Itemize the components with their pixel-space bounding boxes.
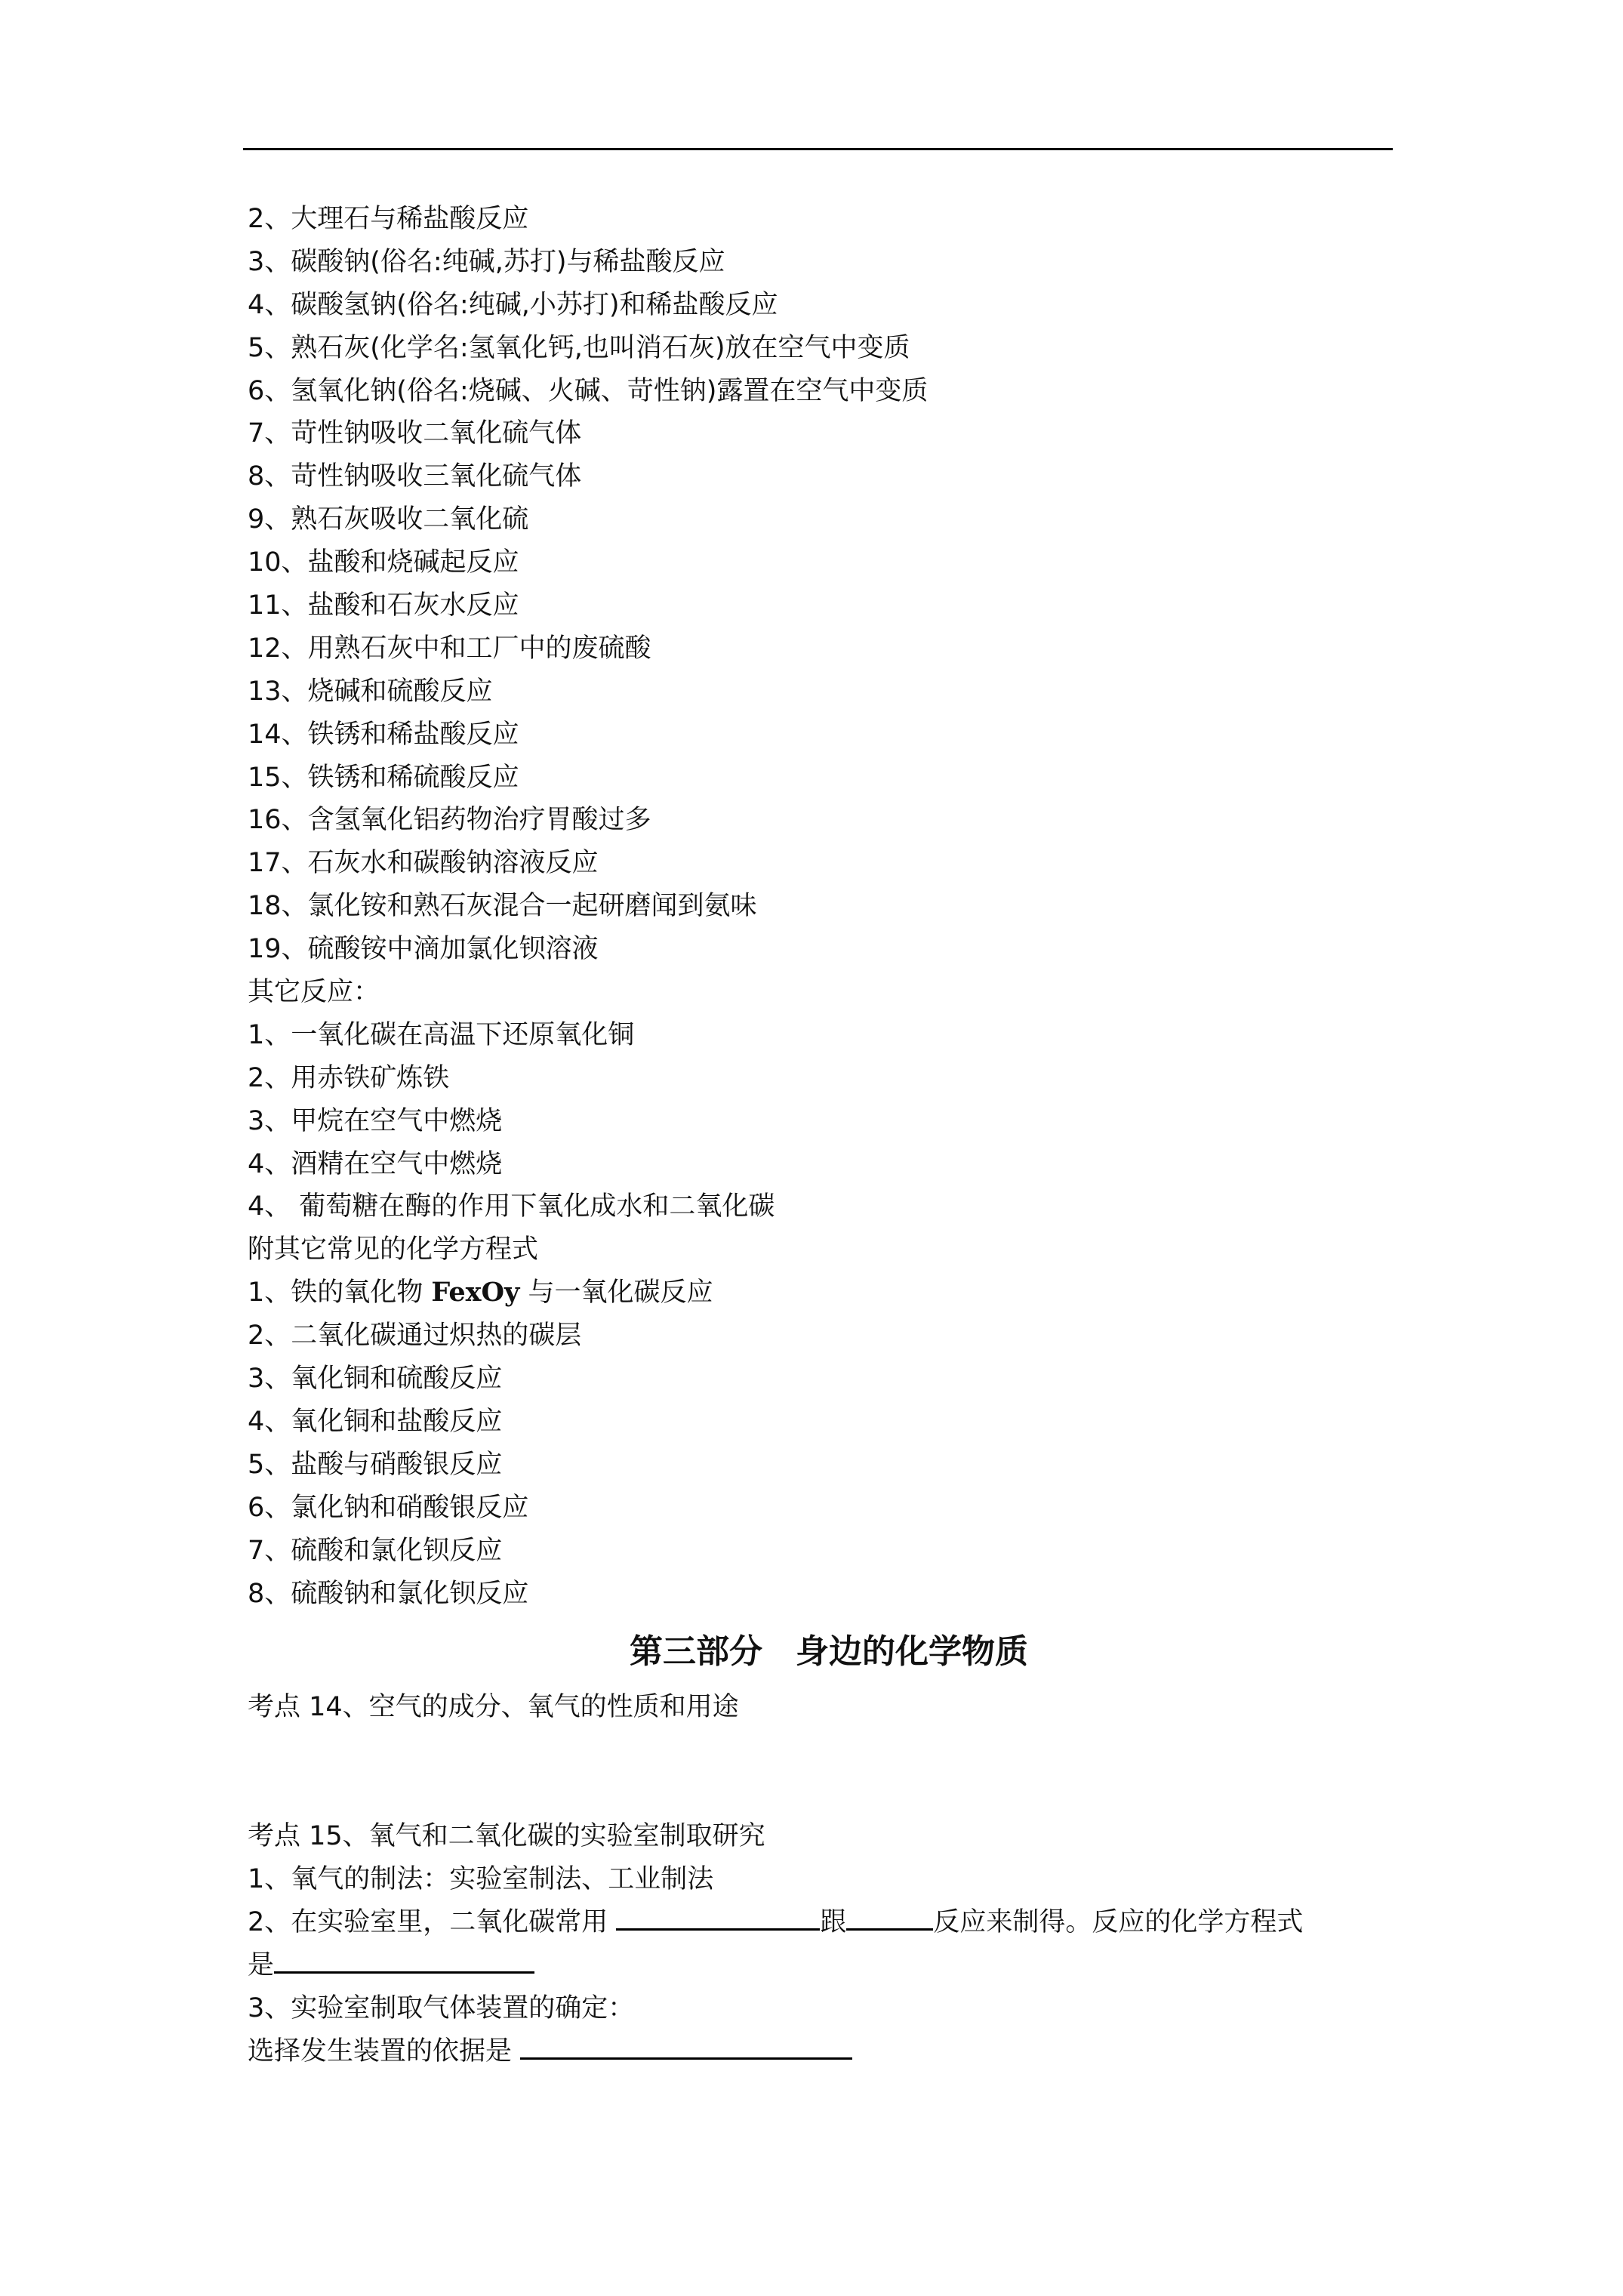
reaction-item: 4、氧化铜和盐酸反应 <box>248 1406 503 1437</box>
co2-text-4: 是 <box>248 1949 275 1980</box>
reaction-item: 13、烧碱和硫酸反应 <box>248 676 493 707</box>
reaction-item: 6、氯化钠和硝酸银反应 <box>248 1492 529 1523</box>
reaction-item: 4、碳酸氢钠(俗名:纯碱,小苏打)和稀盐酸反应 <box>248 289 778 320</box>
reaction-item: 3、碳酸钠(俗名:纯碱,苏打)与稀盐酸反应 <box>248 246 725 277</box>
kaodian-14: 考点 14、空气的成分、氧气的性质和用途 <box>248 1692 739 1723</box>
fill-blank <box>520 2032 852 2060</box>
fill-blank <box>616 1903 820 1931</box>
reaction-item: 12、用熟石灰中和工厂中的废硫酸 <box>248 633 651 664</box>
reaction-item: 7、苛性钠吸收二氧化硫气体 <box>248 418 582 449</box>
reaction-item: 2、用赤铁矿炼铁 <box>248 1062 450 1093</box>
fill-blank <box>846 1903 933 1931</box>
reaction-item: 1、一氧化碳在高温下还原氧化铜 <box>248 1019 635 1050</box>
header-rule <box>243 148 1393 150</box>
reaction-list-a <box>248 198 1395 971</box>
reaction-item: 7、硫酸和氯化钡反应 <box>248 1535 503 1566</box>
reaction-item: 14、铁锈和稀盐酸反应 <box>248 719 519 750</box>
reaction-item: 9、熟石灰吸收二氧化硫 <box>248 504 529 535</box>
reaction-item: 10、盐酸和烧碱起反应 <box>248 547 519 578</box>
fill-blank <box>274 1946 534 1974</box>
reaction-list-b <box>248 1014 1395 1228</box>
reaction-item: 15、铁锈和稀硫酸反应 <box>248 762 519 793</box>
section-title: 第三部分 身边的化学物质 <box>630 1632 1028 1672</box>
iron-oxide-formula: FexOy <box>431 1277 520 1308</box>
co2-preparation-item <box>248 1901 1395 1944</box>
reaction-item: 8、硫酸钠和氯化钡反应 <box>248 1578 529 1609</box>
reaction-item: 16、含氢氧化铝药物治疗胃酸过多 <box>248 805 651 836</box>
reaction-item: 2、二氧化碳通过炽热的碳层 <box>248 1321 582 1351</box>
reaction-item: 17、石灰水和碳酸钠溶液反应 <box>248 848 599 879</box>
generator-basis-text: 选择发生装置的依据是 <box>248 2036 521 2066</box>
blank-space <box>248 1772 1395 1815</box>
appendix-heading: 附其它常见的化学方程式 <box>248 1234 539 1265</box>
reaction-item: 19、硫酸铵中滴加氯化钡溶液 <box>248 934 599 965</box>
appendix-item-1-prefix: 1、铁的氧化物 <box>248 1277 432 1308</box>
reaction-item: 5、盐酸与硝酸银反应 <box>248 1449 503 1480</box>
reaction-item: 3、氧化铜和硫酸反应 <box>248 1364 503 1395</box>
reaction-list-c <box>248 1314 1395 1615</box>
reaction-item: 4、 葡萄糖在酶的作用下氧化成水和二氧化碳 <box>248 1191 775 1222</box>
other-reactions-heading: 其它反应： <box>248 977 380 1008</box>
appendix-item-1 <box>248 1271 1395 1314</box>
generator-basis-item <box>248 2030 1395 2073</box>
apparatus-item: 3、实验室制取气体装置的确定： <box>248 1992 635 2023</box>
co2-text-3: 反应来制得。反应的化学方程式 <box>933 1906 1304 1937</box>
reaction-item: 8、苛性钠吸收三氧化硫气体 <box>248 461 582 492</box>
co2-text-1: 2、在实验室里，二氧化碳常用 <box>248 1906 617 1937</box>
co2-text-2: 跟 <box>820 1906 847 1937</box>
co2-equation-line <box>248 1944 1395 1987</box>
blank-space <box>248 1729 1395 1772</box>
reaction-item: 3、甲烷在空气中燃烧 <box>248 1105 503 1136</box>
reaction-item: 4、酒精在空气中燃烧 <box>248 1148 503 1179</box>
oxygen-preparation-item: 1、氧气的制法：实验室制法、工业制法 <box>248 1863 714 1894</box>
reaction-item: 2、大理石与稀盐酸反应 <box>248 204 529 234</box>
reaction-item: 18、氯化铵和熟石灰混合一起研磨闻到氨味 <box>248 891 757 922</box>
appendix-item-1-suffix: 与一氧化碳反应 <box>519 1277 713 1308</box>
document-body <box>248 198 1395 2073</box>
reaction-item: 11、盐酸和石灰水反应 <box>248 590 519 621</box>
kaodian-15: 考点 15、氧气和二氧化碳的实验室制取研究 <box>248 1821 765 1852</box>
reaction-item: 5、熟石灰(化学名:氢氧化钙,也叫消石灰)放在空气中变质 <box>248 332 910 363</box>
reaction-item: 6、氢氧化钠(俗名:烧碱、火碱、苛性钠)露置在空气中变质 <box>248 375 929 406</box>
